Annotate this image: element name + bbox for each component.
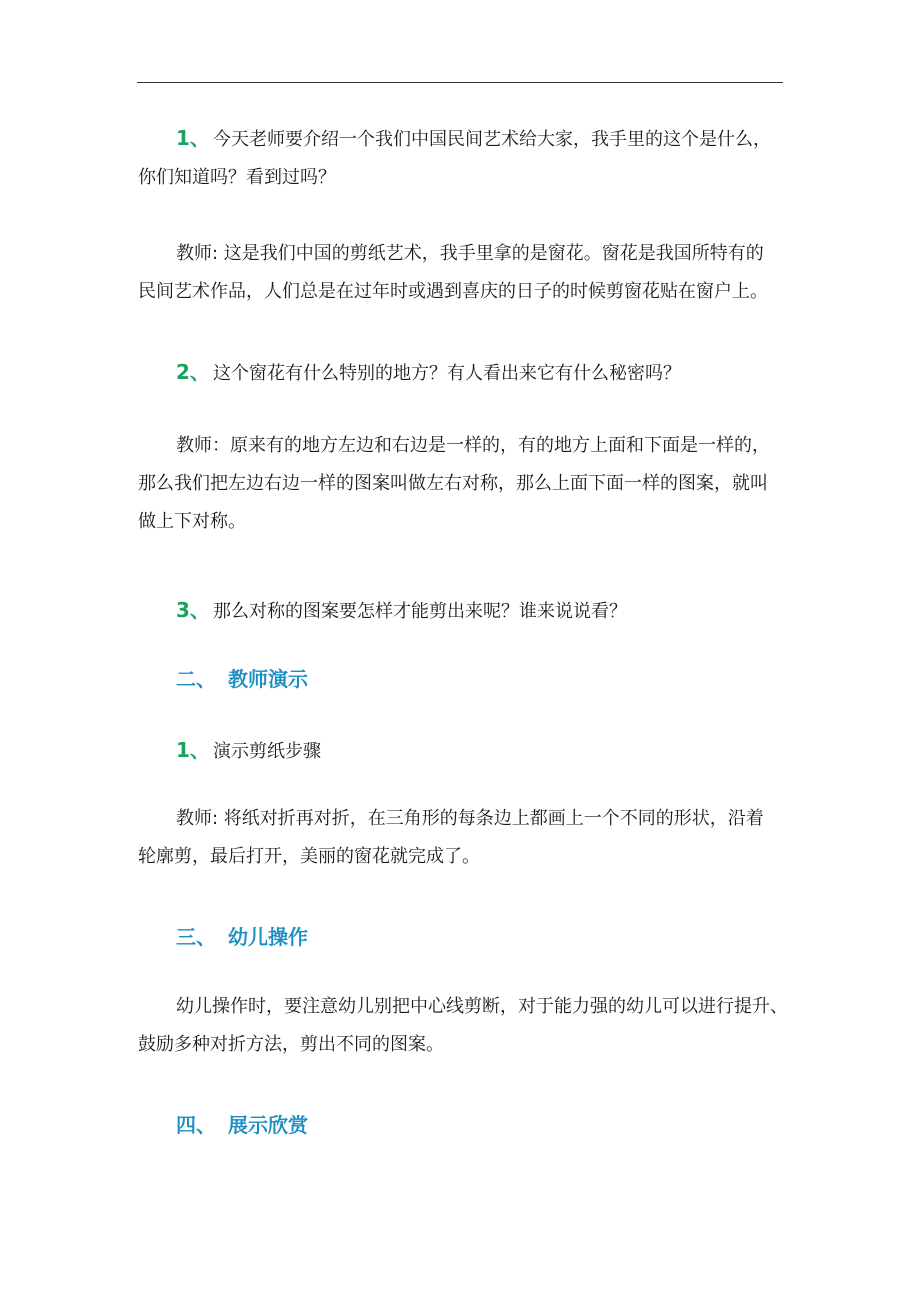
- teacher-2-line-1: 教师：原来有的地方左边和右边是一样的，有的地方上面和下面是一样的，: [176, 435, 770, 456]
- teacher-paragraph-1: [138, 235, 788, 311]
- children-paragraph: [138, 988, 788, 1064]
- teacher-paragraph-2: [138, 427, 788, 541]
- item-3-text: 那么对称的图案要怎样才能剪出来呢？谁来说说看？: [213, 601, 627, 622]
- item-4-line: [138, 731, 788, 771]
- teacher-3-line-2: 轮廓剪，最后打开，美丽的窗花就完成了。: [138, 846, 480, 867]
- item-1-text: 今天老师要介绍一个我们中国民间艺术给大家，我手里的这个是什么，: [213, 129, 771, 150]
- section-4-title: 展示欣赏: [228, 1113, 308, 1137]
- section-2-number: 二、: [176, 667, 216, 691]
- item-3: [138, 591, 788, 631]
- teacher-paragraph-3: [138, 800, 788, 876]
- item-2-line: [138, 353, 788, 393]
- section-heading-3: [176, 918, 308, 956]
- item-3-number: 3、: [176, 598, 210, 622]
- header-rule: [137, 82, 783, 83]
- item-1: [138, 119, 788, 197]
- item-3-line: [138, 591, 788, 631]
- section-2-title: 教师演示: [228, 667, 308, 691]
- item-4-text: 演示剪纸步骤: [213, 741, 321, 762]
- children-line-1: 幼儿操作时，要注意幼儿别把中心线剪断，对于能力强的幼儿可以进行提升、: [176, 996, 788, 1017]
- item-4-number: 1、: [176, 738, 210, 762]
- teacher-3-line-1: 教师: 将纸对折再对折，在三角形的每条边上都画上一个不同的形状，沿着: [176, 808, 764, 829]
- item-1-line-2: 你们知道吗？看到过吗？: [138, 167, 336, 188]
- section-heading-2: [176, 660, 308, 698]
- item-2-number: 2、: [176, 360, 210, 384]
- item-2: [138, 353, 788, 393]
- teacher-2-line-2: 那么我们把左边右边一样的图案叫做左右对称，那么上面下面一样的图案，就叫: [138, 473, 768, 494]
- section-3-number: 三、: [176, 925, 216, 949]
- item-4: [138, 731, 788, 771]
- teacher-1-line-2: 民间艺术作品，人们总是在过年时或遇到喜庆的日子的时候剪窗花贴在窗户上。: [138, 281, 768, 302]
- item-1-number: 1、: [176, 126, 210, 150]
- section-3-title: 幼儿操作: [228, 925, 308, 949]
- children-line-2: 鼓励多种对折方法，剪出不同的图案。: [138, 1034, 444, 1055]
- section-4-number: 四、: [176, 1113, 216, 1137]
- item-1-line-1: [138, 119, 788, 159]
- teacher-2-line-3: 做上下对称。: [138, 511, 246, 532]
- section-heading-4: [176, 1106, 308, 1144]
- teacher-1-line-1: 教师: 这是我们中国的剪纸艺术，我手里拿的是窗花。窗花是我国所特有的: [176, 243, 764, 264]
- item-2-text: 这个窗花有什么特别的地方？有人看出来它有什么秘密吗？: [213, 363, 681, 384]
